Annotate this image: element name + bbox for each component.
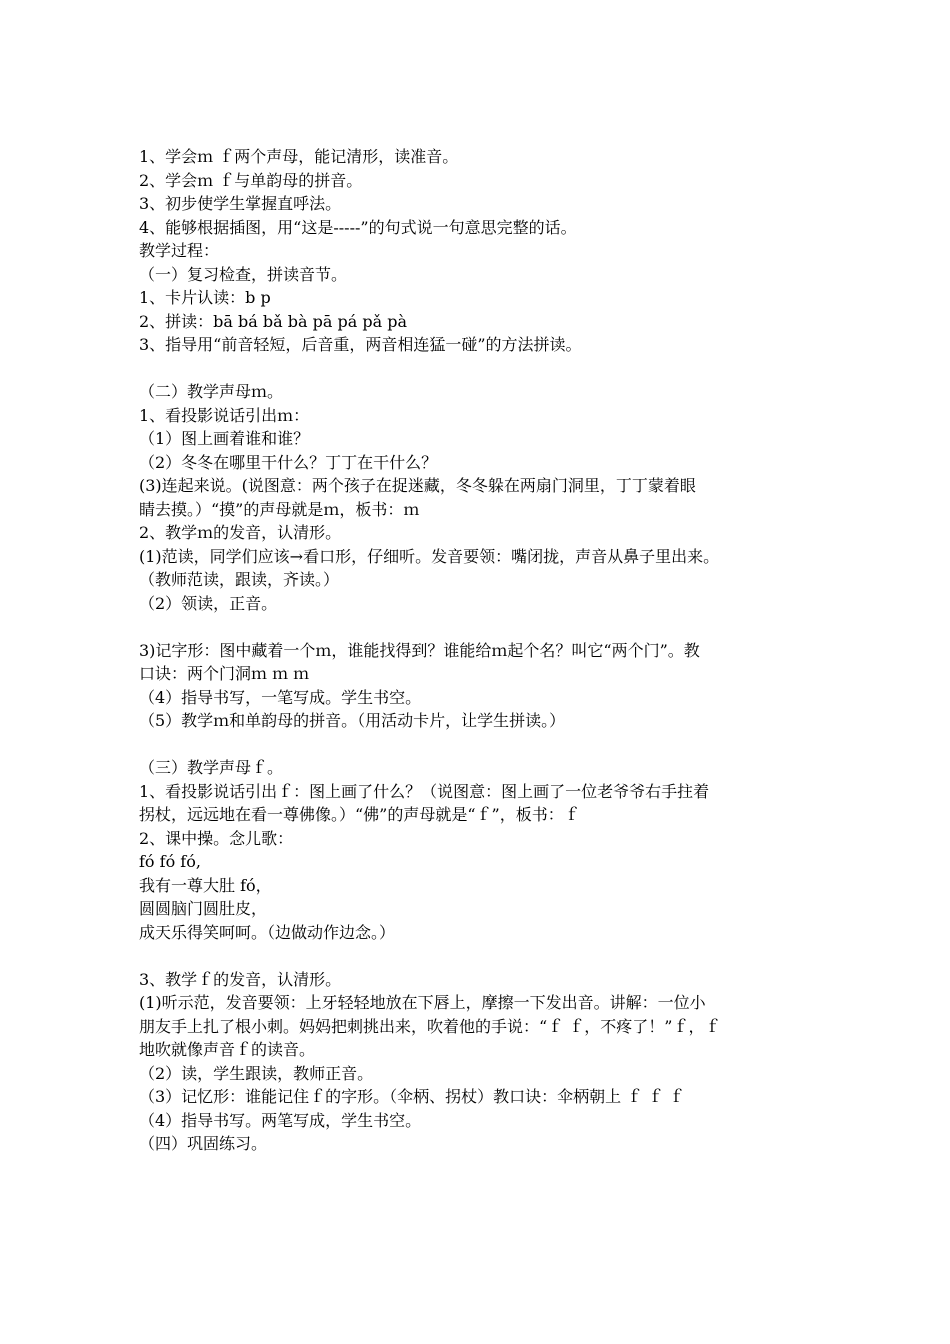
document-body xyxy=(139,145,819,1156)
rhyme-line: 成天乐得笑呵呵。（边做动作边念。） xyxy=(139,922,396,942)
text-line: (3)连起来说。(说图意：两个孩子在捉迷藏，冬冬躲在两扇门洞里，丁丁蒙着眼 xyxy=(139,476,696,495)
text-line: （2）读，学生跟读，教师正音。 xyxy=(139,1063,374,1083)
text-line: 口诀：两个门洞ｍ ｍ ｍ xyxy=(139,664,310,683)
step-one-heading: （一）复习检查，拼读音节。 xyxy=(139,264,348,284)
blank-line xyxy=(139,733,819,757)
text-line: （4）指导书写，一笔写成。学生书空。 xyxy=(139,687,422,707)
text-line: 1、卡片认读：b p xyxy=(139,288,271,307)
text-line: 拐杖，远远地在看一尊佛像。）“佛”的声母就是“ｆ”，板书：ｆ xyxy=(139,805,580,824)
blank-line xyxy=(139,357,819,381)
text-line: 地吹就像声音ｆ的读音。 xyxy=(139,1040,316,1059)
goal-line-4: 4、能够根据插图，用“这是-----”的句式说一句意思完整的话。 xyxy=(139,217,577,237)
text-line: (1)听示范，发音要领：上牙轻轻地放在下唇上，摩擦一下发出音。讲解：一位小 xyxy=(139,993,706,1012)
text-line: 3、教学ｆ的发音，认清形。 xyxy=(139,969,342,989)
text-line: 1、看投影说话引出ｆ：图上画了什么？（说图意：图上画了一位老爷爷右手拄着 xyxy=(139,781,710,801)
text-line: （1）图上画着谁和谁？ xyxy=(139,429,310,448)
goal-line-1: 1、学会ｍ ｆ两个声母，能记清形，读准音。 xyxy=(139,147,459,166)
goal-line-3: 3、初步使学生掌握直呼法。 xyxy=(139,194,342,213)
text-line: 1、看投影说话引出ｍ： xyxy=(139,405,310,425)
rhyme-line: fó fó fó, xyxy=(139,852,201,871)
text-line: （5）教学ｍ和单韵母的拼音。（用活动卡片，让学生拼读。） xyxy=(139,711,566,730)
blank-line xyxy=(139,944,819,968)
text-line: 2、拼读：bā bá bǎ bà pā pá pǎ pà xyxy=(139,311,408,331)
rhyme-line: 我有一尊大肚 fó， xyxy=(139,875,272,895)
text-line: （2）领读，正音。 xyxy=(139,593,278,613)
text-line: （教师范读，跟读，齐读。） xyxy=(139,570,340,589)
step-two-heading: （二）教学声母ｍ。 xyxy=(139,382,284,401)
text-line: 3)记字形：图中藏着一个ｍ，谁能找得到？谁能给ｍ起个名？叫它“两个门”。教 xyxy=(139,640,700,660)
text-line: (1)范读，同学们应该→看口形，仔细听。发音要领：嘴闭拢，声音从鼻子里出来。 xyxy=(139,546,720,566)
section-heading-process: 教学过程： xyxy=(139,241,220,260)
blank-line xyxy=(139,615,819,639)
text-line: 2、教学ｍ的发音，认清形。 xyxy=(139,523,342,542)
goal-line-2: 2、学会ｍ ｆ与单韵母的拼音。 xyxy=(139,170,363,190)
step-three-heading: （三）教学声母ｆ。 xyxy=(139,758,284,777)
text-line: （3）记忆形：谁能记住ｆ的字形。（伞柄、拐杖）教口诀：伞柄朝上 ｆ ｆ ｆ xyxy=(139,1087,685,1106)
text-line: 朋友手上扎了根小刺。妈妈把刺挑出来，吹着他的手说：“ｆ ｆ，不疼了！”ｆ，ｆ xyxy=(139,1016,721,1036)
text-line: 3、指导用“前音轻短，后音重，两音相连猛一碰”的方法拼读。 xyxy=(139,335,582,354)
text-line: （4）指导书写。两笔写成，学生书空。 xyxy=(139,1110,422,1130)
text-line: （2）冬冬在哪里干什么？丁丁在干什么？ xyxy=(139,452,438,472)
text-line: 2、课中操。念儿歌： xyxy=(139,828,294,848)
text-line: 睛去摸。）“摸”的声母就是ｍ，板书：ｍ xyxy=(139,499,420,519)
step-four-heading: （四）巩固练习。 xyxy=(139,1134,268,1153)
rhyme-line: 圆圆脑门圆肚皮， xyxy=(139,899,268,918)
